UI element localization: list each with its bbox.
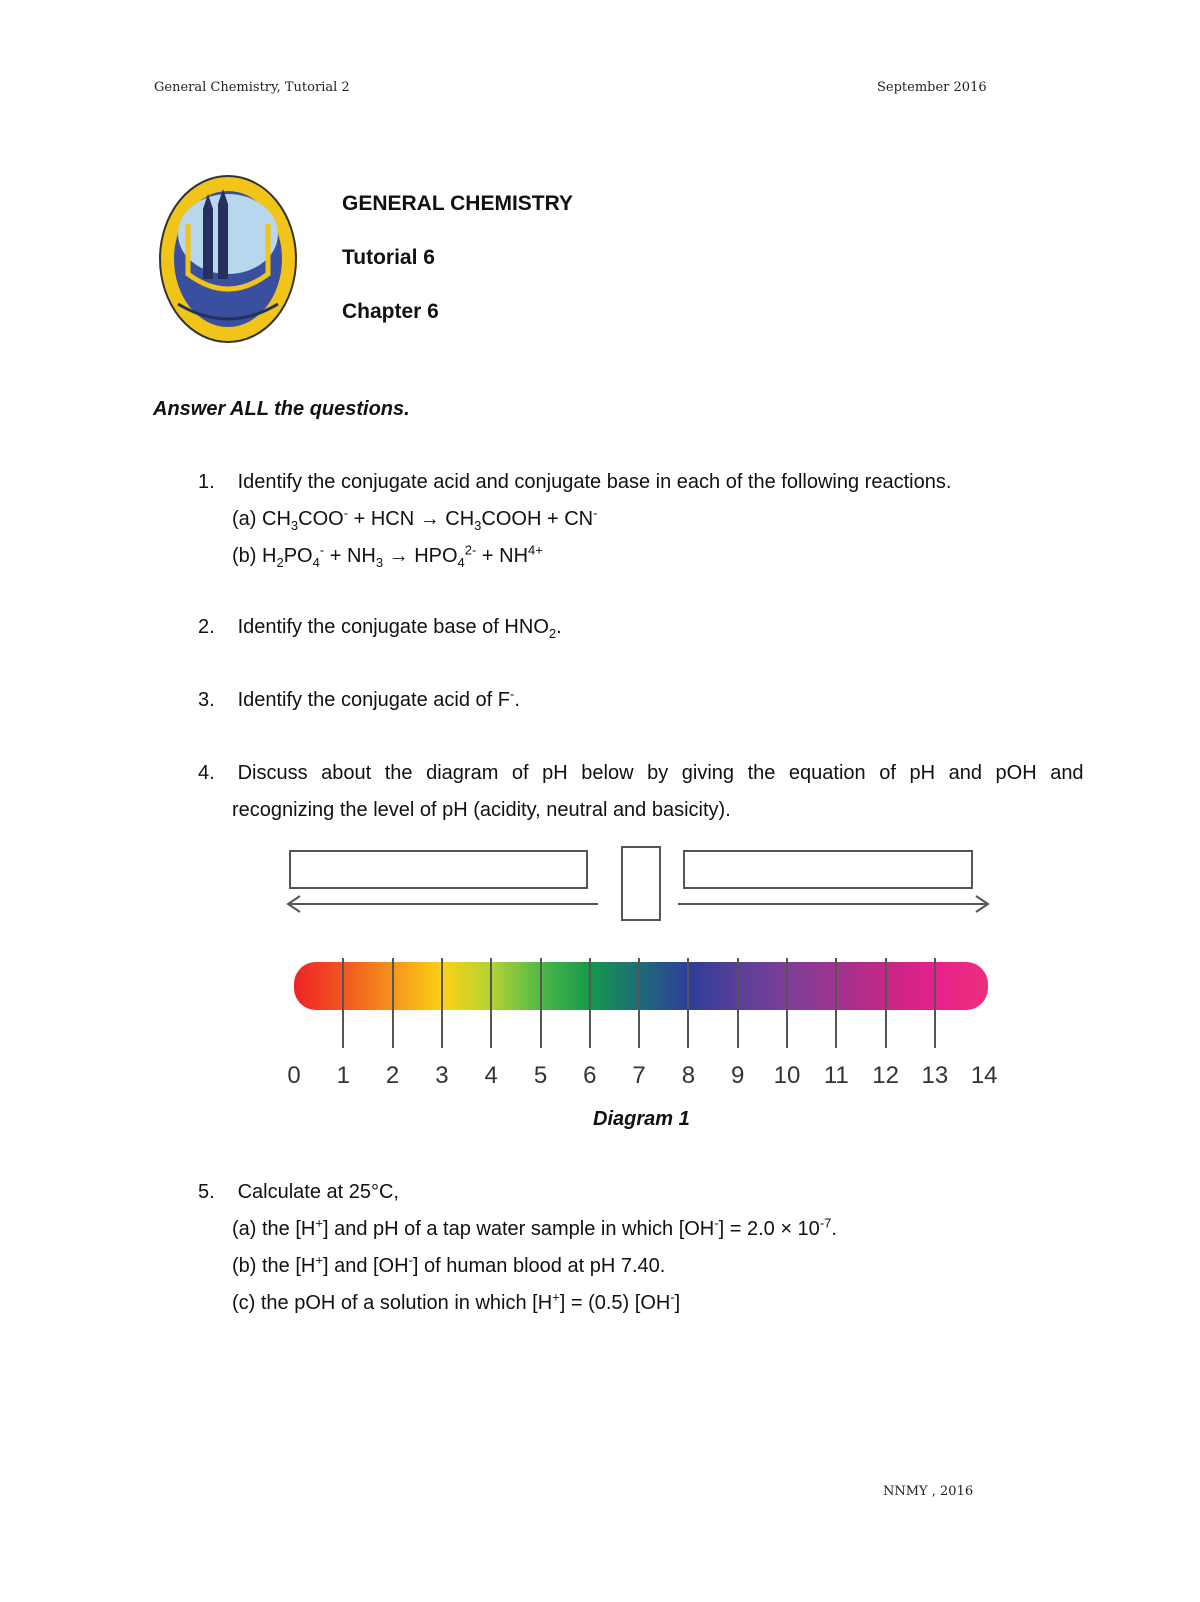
tutorial-title: Tutorial 6 bbox=[342, 246, 435, 269]
q5a-pre: (a) the [H bbox=[232, 1218, 316, 1240]
q5c-pre: (c) the pOH of a solution in which [H bbox=[232, 1292, 553, 1314]
ph-label-4: 4 bbox=[484, 1062, 498, 1089]
instruction: Answer ALL the questions. bbox=[153, 398, 410, 420]
question-3: 3. Identify the conjugate acid of F-. bbox=[198, 686, 520, 711]
ph-label-1: 1 bbox=[336, 1062, 350, 1089]
q5a-mid: ] and pH of a tap water sample in which [OH bbox=[322, 1218, 715, 1240]
chapter-title: Chapter 6 bbox=[342, 300, 439, 323]
course-title: GENERAL CHEMISTRY bbox=[342, 192, 574, 215]
question-5b: (b) the [H+] and [OH-] of human blood at pH 7.40. bbox=[232, 1252, 666, 1277]
direction-arrows bbox=[280, 890, 1000, 920]
question-4-line2: recognizing the level of pH (acidity, neutral and basicity). bbox=[232, 799, 731, 821]
ph-label-6: 6 bbox=[583, 1062, 597, 1089]
ph-label-2: 2 bbox=[385, 1062, 400, 1089]
university-logo bbox=[158, 174, 298, 349]
question-3-number: 3. bbox=[198, 689, 215, 711]
q5c-mid: ] = (0.5) [OH bbox=[559, 1292, 671, 1314]
ph-tick-5 bbox=[540, 958, 542, 1048]
ph-tick-9 bbox=[737, 958, 739, 1048]
ph-tick-3 bbox=[441, 958, 443, 1048]
basic-answer-box bbox=[683, 850, 973, 889]
question-1-text: Identify the conjugate acid and conjugate base in each of the following reactions. bbox=[237, 471, 952, 493]
header-left: General Chemistry, Tutorial 2 bbox=[154, 80, 350, 95]
question-1 bbox=[198, 472, 951, 492]
header-right: September 2016 bbox=[877, 80, 987, 95]
q1a-label: (a) bbox=[232, 508, 257, 530]
question-5a: (a) the [H+] and pH of a tap water sample in which $[OH^-] = 2.0 \times 10^{-7}$. bbox=[232, 1215, 837, 1240]
q5b-pre: (b) the [H bbox=[232, 1255, 316, 1277]
ph-label-13: 13 bbox=[921, 1062, 949, 1089]
ph-tick-2 bbox=[392, 958, 394, 1048]
ph-tick-13 bbox=[934, 958, 936, 1048]
question-5-intro: Calculate at 25°C, bbox=[237, 1181, 399, 1203]
ph-label-5: 5 bbox=[533, 1062, 548, 1089]
question-5-number: 5. bbox=[198, 1181, 215, 1203]
ph-label-12: 12 bbox=[872, 1062, 899, 1089]
ph-tick-1 bbox=[342, 958, 344, 1048]
question-5 bbox=[198, 1182, 399, 1202]
question-5c: (c) the pOH of a solution in which [H+] = (0.5) [OH-] bbox=[232, 1289, 681, 1314]
question-2-number: 2. bbox=[198, 616, 215, 638]
ph-label-10: 10 bbox=[773, 1062, 801, 1089]
question-1b: (b) $H_2PO_4^- + NH_3 \to HPO_4^{2-} + NH^{4+}$ bbox=[232, 542, 543, 570]
question-4-number: 4. bbox=[198, 762, 215, 784]
ph-tick-12 bbox=[885, 958, 887, 1048]
question-3-text: Identify the conjugate acid of bbox=[237, 689, 493, 711]
question-1-number: 1. bbox=[198, 471, 215, 493]
ph-label-3: 3 bbox=[435, 1062, 449, 1089]
ph-tick-4 bbox=[490, 958, 492, 1048]
ph-tick-8 bbox=[687, 958, 689, 1048]
ph-label-11: 11 bbox=[823, 1062, 849, 1089]
ph-label-7: 7 bbox=[632, 1062, 646, 1089]
question-4 bbox=[198, 763, 1084, 783]
question-1a: (a) $CH_3COO^-$ + HCN → $CH_3COOH + CN^-$ bbox=[232, 505, 598, 533]
question-4-line1: Discuss about the diagram of pH below by giving the equation of pH and pOH and bbox=[237, 762, 1084, 784]
question-2-text: Identify the conjugate base of bbox=[237, 616, 499, 638]
ph-label-8: 8 bbox=[681, 1062, 696, 1089]
q5b-end: ] of human blood at pH 7.40. bbox=[412, 1255, 666, 1277]
acidic-answer-box bbox=[289, 850, 588, 889]
footer: NNMY , 2016 bbox=[883, 1484, 974, 1499]
ph-label-9: 9 bbox=[731, 1062, 745, 1089]
q1b-label: (b) bbox=[232, 545, 257, 567]
ph-label-14: 14 bbox=[970, 1062, 998, 1089]
ph-tick-10 bbox=[786, 958, 788, 1048]
ph-label-0: 0 bbox=[287, 1062, 301, 1089]
q5b-mid: ] and [OH bbox=[322, 1255, 409, 1277]
ph-tick-7 bbox=[638, 958, 640, 1048]
question-2: 2. Identify the conjugate base of $HNO_2$. bbox=[198, 616, 562, 641]
ph-tick-11 bbox=[835, 958, 837, 1048]
q5a-end: ] = 2.0 × 10 bbox=[718, 1218, 820, 1240]
diagram-caption: Diagram 1 bbox=[593, 1108, 690, 1130]
ph-tick-6 bbox=[589, 958, 591, 1048]
